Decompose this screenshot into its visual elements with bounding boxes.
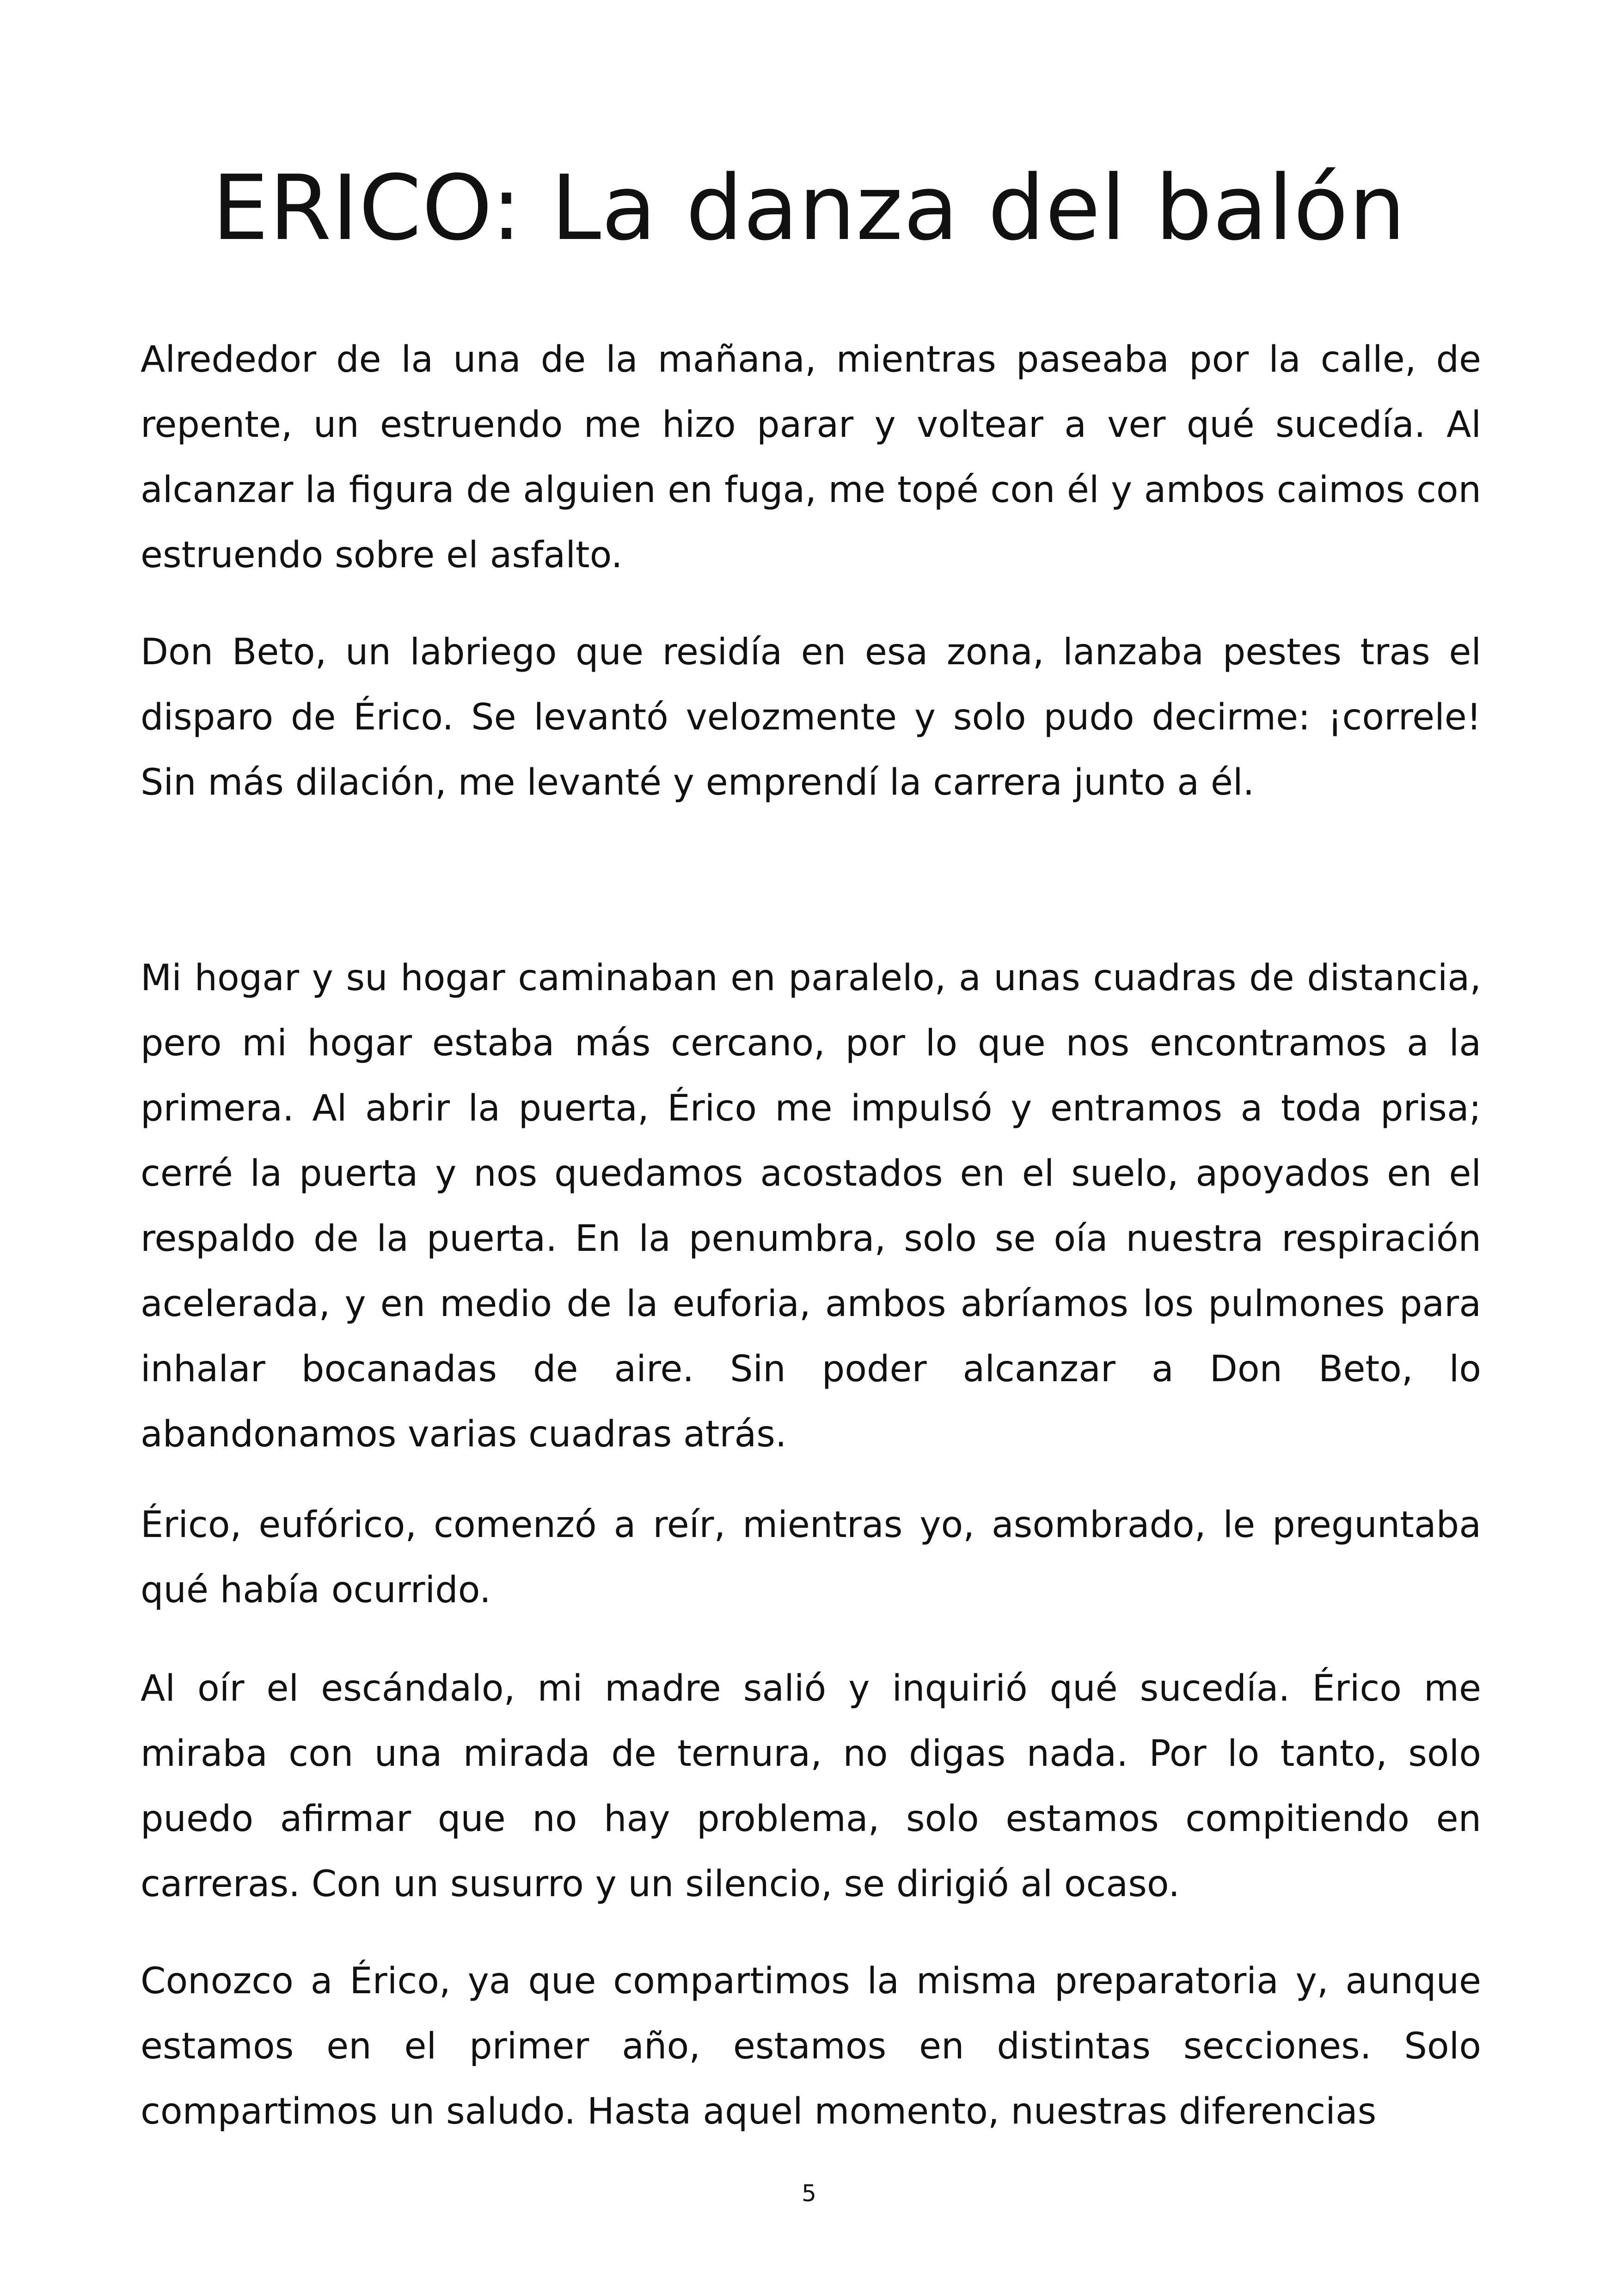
paragraph-2: Don Beto, un labriego que residía en esa zona, lanzaba pestes tras el disparo de Érico. Se levantó velozmente y solo pudo decirme: ¡correle! Sin más dilación, me levanté y emprendí la carrera junto a él. <box>141 631 1481 803</box>
paragraph-3: Mi hogar y su hogar caminaban en paralelo, a unas cuadras de distancia, pero mi hogar estaba más cercano, por lo que nos encontramos a la primera. Al abrir la puerta, Érico me impulsó y entramos a toda prisa; cerré la puerta y nos quedamos acostados en el suelo, apoyados en el respaldo de la puerta. En la penumbra, solo se oía nuestra respiración acelerada, y en medio de la euforia, ambos abríamos los pulmones para inhalar bocanadas de aire. Sin poder alcanzar a Don Beto, lo abandonamos varias cuadras atrás. <box>141 957 1481 1455</box>
page-number: 5 <box>802 2180 816 2207</box>
paragraph-4: Érico, eufórico, comenzó a reír, mientras yo, asombrado, le preguntaba qué había ocurrido. <box>141 1504 1481 1611</box>
paragraph-1: Alrededor de la una de la mañana, mientras paseaba por la calle, de repente, un estruendo me hizo parar y voltear a ver qué sucedía. Al alcanzar la figura de alguien en fuga, me topé con él y ambos caimos con estruendo sobre el asfalto. <box>141 339 1481 576</box>
paragraph-5: Al oír el escándalo, mi madre salió y inquirió qué sucedía. Érico me miraba con una mirada de ternura, no digas nada. Por lo tanto, solo puedo afirmar que no hay problema, solo estamos compitiendo en carreras. Con un susurro y un silencio, se dirigió al ocaso. <box>141 1668 1481 1905</box>
paragraph-6: Conozco a Érico, ya que compartimos la misma preparatoria y, aunque estamos en el primer año, estamos en distintas secciones. Solo compartimos un saludo. Hasta aquel momento, nuestras diferencias <box>141 1960 1481 2132</box>
page-title: ERICO: La danza del balón <box>212 156 1406 260</box>
